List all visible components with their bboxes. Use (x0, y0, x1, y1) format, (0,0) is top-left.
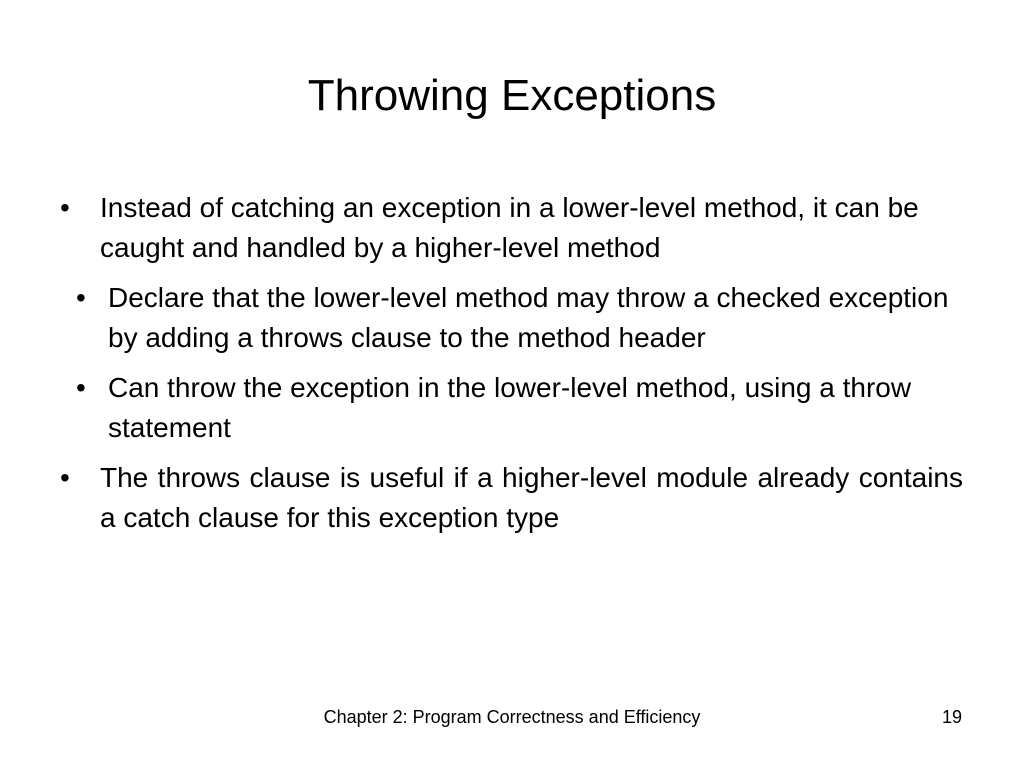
footer-chapter: Chapter 2: Program Correctness and Efficiency (323, 707, 701, 727)
bullet-glyph: • (60, 462, 70, 493)
slide-title: Throwing Exceptions (307, 71, 717, 120)
slide-body (60, 188, 963, 548)
bullet-item (60, 188, 963, 268)
bullet-text: Instead of catching an exception in a lower-level method, it can be caught and handled by a higher-level method (100, 192, 919, 263)
sub-bullet-item (76, 368, 963, 448)
sub-bullet-glyph: • (76, 372, 86, 403)
bullet-glyph: • (60, 192, 70, 223)
page-number: 19 (941, 707, 962, 727)
sub-bullet-text: Declare that the lower-level method may throw a checked exception by adding a throws clause to the method header (108, 282, 949, 353)
sub-bullet-text: Can throw the exception in the lower-level method, using a throw statement (108, 372, 912, 443)
bullet-text: The throws clause is useful if a higher-level module already contains a catch clause for this exception type (100, 462, 963, 533)
bullet-item (60, 458, 963, 538)
sub-bullet-item (76, 278, 963, 358)
sub-bullet-glyph: • (76, 282, 86, 313)
